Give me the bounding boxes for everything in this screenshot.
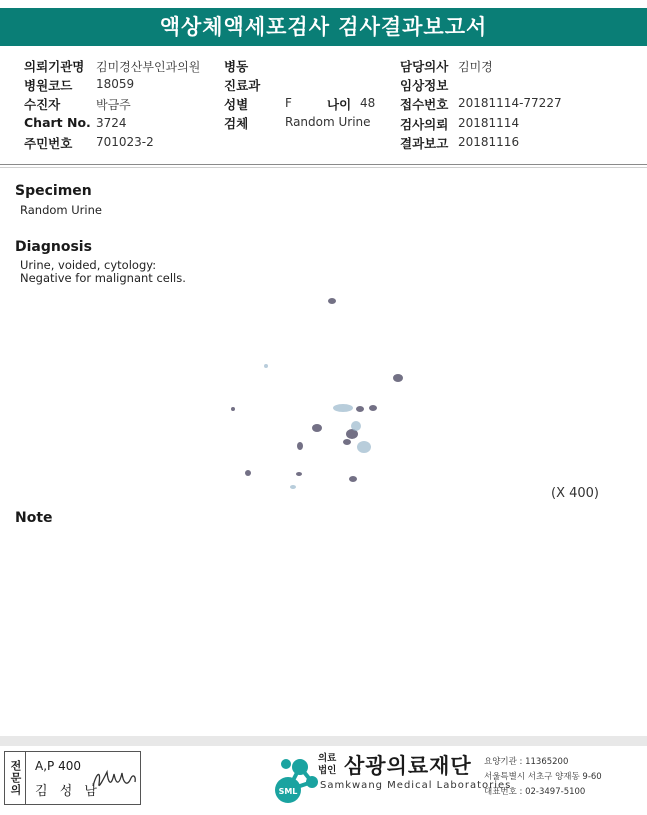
label-chart-no: Chart No. [24,115,91,130]
label-ward: 병동 [224,59,249,74]
label-patient: 수진자 [24,97,61,112]
value-specimen-type: Random Urine [285,115,371,129]
value-patient: 박금주 [96,98,131,112]
org-type-line-1: 의료 [318,753,337,764]
diagnosis-title: Diagnosis [15,239,92,255]
org-address: 서울특별시 서초구 양재동 9-60 [484,772,602,782]
label-doctor: 담당의사 [400,59,449,74]
label-receipt-no: 접수번호 [400,97,449,112]
value-test-request: 20181114 [458,116,520,130]
label-sex: 성별 [224,97,249,112]
note-title: Note [15,510,53,526]
value-sex: F [285,96,292,110]
value-doctor: 김미경 [458,60,493,74]
value-hospital-code: 18059 [96,77,135,91]
value-institution: 김미경산부인과의원 [96,60,201,74]
pathologist-name: 김 성 남 [35,784,101,799]
header-info [0,54,647,166]
specimen-title: Specimen [15,183,92,199]
value-result-report: 20181116 [458,135,520,149]
value-age: 48 [360,96,376,110]
specimen-text: Random Urine [20,203,102,217]
header-divider-shadow [0,167,647,168]
ap-code: A,P 400 [35,759,81,773]
org-english-name: Samkwang Medical Laboratories [320,780,512,791]
specialist-label: 전문의 [5,752,26,804]
report-title: 액상체액세포검사 검사결과보고서 [0,8,647,46]
cytology-micrograph [225,292,405,502]
signature-box [4,751,141,805]
org-code: 요양기관 : 11365200 [484,757,569,767]
signature-scribble [89,764,139,794]
footer-band [0,736,647,746]
logo-text: SML [278,787,298,796]
diagnosis-line-2: Negative for malignant cells. [20,271,186,285]
label-age: 나이 [327,97,352,112]
value-chart-no: 3724 [96,116,127,130]
org-type-line-2: 법인 [318,765,337,776]
label-specimen-type: 검체 [224,116,249,131]
org-phone: 대표번호 : 02-3497-5100 [484,787,586,797]
label-resident-no: 주민번호 [24,136,73,151]
magnification-label: (X 400) [551,486,599,501]
label-test-request: 검사의뢰 [400,117,449,132]
value-resident-no: 701023-2 [96,135,154,149]
label-institution: 의뢰기관명 [24,59,85,74]
diagnosis-line-1: Urine, voided, cytology: [20,258,157,272]
label-result-report: 결과보고 [400,136,449,151]
value-receipt-no: 20181114-77227 [458,96,562,110]
label-clinical-info: 임상정보 [400,78,449,93]
org-type [318,753,336,777]
header-divider [0,164,647,165]
label-department: 진료과 [224,78,261,93]
label-hospital-code: 병원코드 [24,78,73,93]
org-name: 삼광의료재단 [344,754,472,778]
